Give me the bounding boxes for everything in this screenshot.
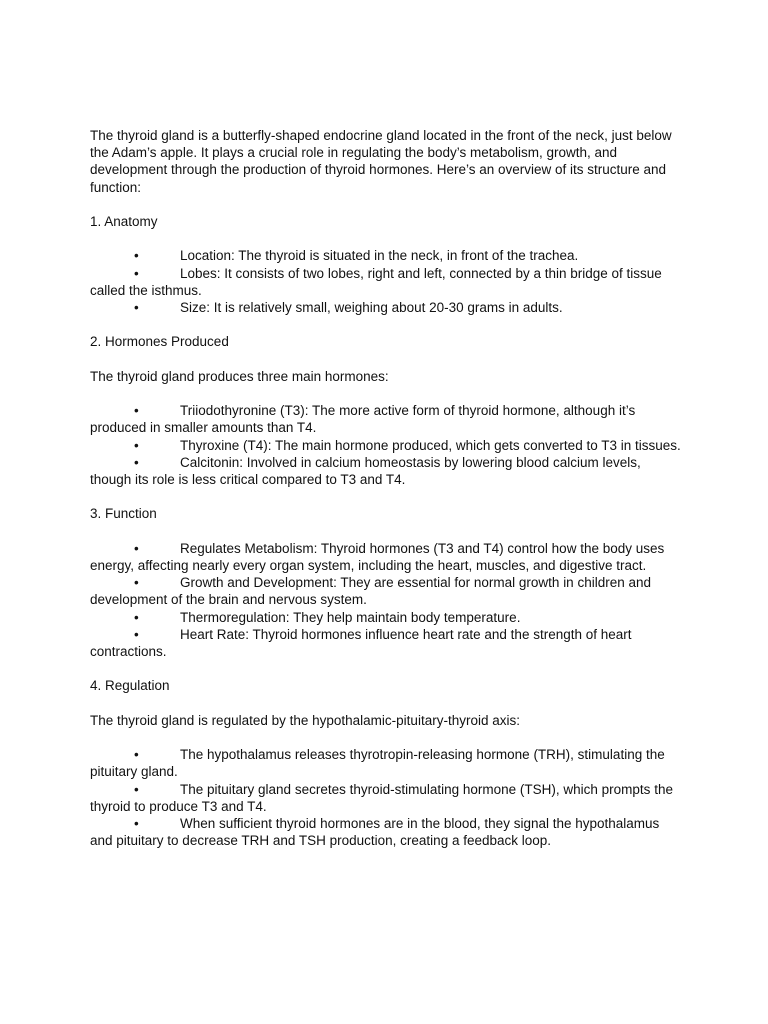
list-item: • Calcitonin: Involved in calcium homeostasis by lowering blood calcium levels, though its role is less critical compared to T3 and T4. — [90, 454, 641, 487]
bullet-icon: • — [134, 747, 139, 763]
bullet-icon: • — [134, 815, 139, 831]
bullet-icon: • — [134, 265, 139, 281]
list-item: • Size: It is relatively small, weighing about 20-30 grams in adults. — [134, 300, 563, 315]
bullet-icon: • — [134, 626, 139, 642]
hormones-intro: The thyroid gland produces three main hormones: — [90, 368, 389, 384]
list-item: • Regulates Metabolism: Thyroid hormones (T3 and T4) control how the body uses energy, affecting nearly every organ system, including the heart, muscles, and digestive tract. — [90, 540, 665, 573]
intro-paragraph: The thyroid gland is a butterfly-shaped endocrine gland located in the front of the neck, just below the Adam’s apple. It plays a crucial role in regulating the body’s metabolism, growth, and development through the production of thyroid hormones. Here’s an overview of its structure and function: — [90, 128, 672, 195]
regulation-intro: The thyroid gland is regulated by the hypothalamic-pituitary-thyroid axis: — [90, 712, 520, 728]
bullet-icon: • — [134, 437, 139, 453]
list-item: • When sufficient thyroid hormones are in the blood, they signal the hypothalamus and pituitary to decrease TRH and TSH production, creating a feedback loop. — [90, 815, 660, 849]
list-item: • The hypothalamus releases thyrotropin-releasing hormone (TRH), stimulating the pituitary gland. — [90, 747, 665, 780]
list-item: • The pituitary gland secretes thyroid-stimulating hormone (TSH), which prompts the thyroid to produce T3 and T4. — [90, 781, 673, 814]
list-item: • Lobes: It consists of two lobes, right and left, connected by a thin bridge of tissue called the isthmus. — [90, 265, 662, 298]
bullet-icon: • — [134, 454, 139, 470]
list-item: • Location: The thyroid is situated in the neck, in front of the trachea. — [134, 248, 579, 264]
document-body — [90, 127, 682, 849]
bullet-icon: • — [134, 248, 139, 264]
list-item: • Heart Rate: Thyroid hormones influence heart rate and the strength of heart contractions. — [90, 626, 632, 659]
bullet-icon: • — [134, 540, 139, 556]
list-item: • Growth and Development: They are essential for normal growth in children and development of the brain and nervous system. — [90, 575, 651, 608]
section-heading-regulation: 4. Regulation — [90, 678, 170, 694]
bullet-icon: • — [134, 575, 139, 591]
list-item: • Thyroxine (T4): The main hormone produced, which gets converted to T3 in tissues. — [134, 437, 681, 453]
list-item: • Triiodothyronine (T3): The more active form of thyroid hormone, although it’s produced in smaller amounts than T4. — [90, 403, 636, 436]
bullet-icon: • — [134, 300, 139, 315]
bullet-icon: • — [134, 403, 139, 419]
list-item: • Thermoregulation: They help maintain body temperature. — [134, 609, 521, 625]
section-heading-function: 3. Function — [90, 506, 157, 522]
bullet-icon: • — [134, 609, 139, 625]
bullet-icon: • — [134, 781, 139, 797]
section-heading-hormones: 2. Hormones Produced — [90, 334, 229, 350]
section-heading-anatomy: 1. Anatomy — [90, 214, 158, 229]
